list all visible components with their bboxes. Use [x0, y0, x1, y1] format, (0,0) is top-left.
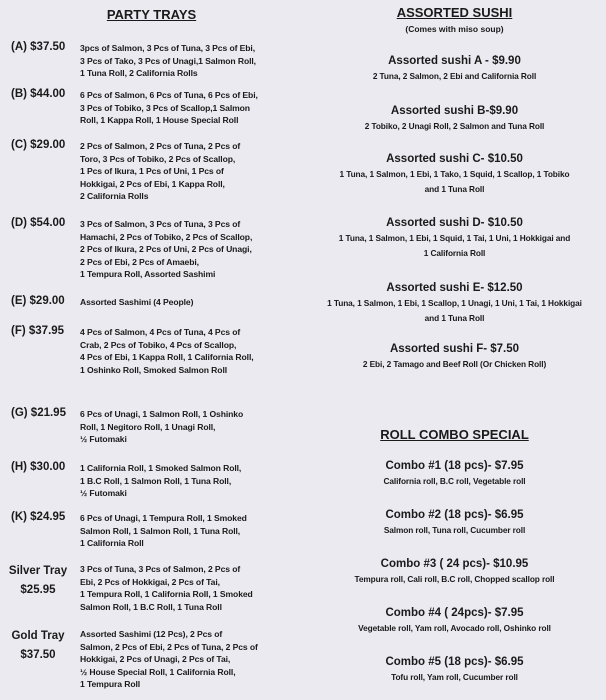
assorted-sushi-item-name: Assorted sushi A - $9.90: [388, 55, 521, 67]
tray-description: [80, 89, 295, 127]
assorted-sushi-title: ASSORTED SUSHI: [396, 5, 513, 20]
description-line: 6 Pcs of Unagi, 1 Salmon Roll, 1 Oshinko: [80, 409, 244, 419]
combo-item-description: Tofu roll, Yam roll, Cucumber roll: [391, 672, 518, 682]
tray-description: [80, 296, 295, 309]
combo-item-name: Combo #4 ( 24pcs)- $7.95: [385, 607, 524, 619]
tray-price: (K) $24.95: [11, 511, 66, 523]
tray-price: (D) $54.00: [11, 217, 66, 229]
description-line: 1 Tempura Roll, Assorted Sashimi: [80, 269, 216, 280]
tray-price: (A) $37.50: [11, 41, 66, 53]
combo-item-name: Combo #3 ( 24 pcs)- $10.95: [380, 558, 529, 570]
tray-description: [80, 326, 295, 376]
assorted-sushi-item-description: 1 California Roll: [423, 248, 486, 258]
combo-item: [303, 459, 606, 489]
tray-price: (H) $30.00: [11, 461, 66, 473]
combo-item: [303, 508, 606, 538]
assorted-sushi-item: [303, 342, 606, 372]
description-line: 2 Pcs of Ikura, 2 Pcs of Uni, 2 Pcs of Unagi,: [80, 244, 252, 255]
assorted-sushi-item: [303, 152, 606, 197]
description-line: Roll, 1 Negitoro Roll, 1 Unagi Roll,: [80, 421, 216, 432]
description-line: 1 Tempura Roll, 1 California Roll, 1 Smoked: [80, 589, 253, 600]
assorted-sushi-item-name: Assorted sushi C- $10.50: [386, 153, 523, 165]
description-line: Hokkigai, 2 Pcs of Ebi, 1 Kappa Roll,: [80, 178, 225, 189]
description-line: ½ Futomaki: [80, 434, 127, 445]
assorted-sushi-item-description: 2 Tobiko, 2 Unagi Roll, 2 Salmon and Tuna Roll: [364, 121, 545, 131]
tray-name: Gold Tray: [11, 630, 65, 642]
assorted-sushi-item-description: 1 Tuna, 1 Salmon, 1 Ebi, 1 Squid, 1 Tai, 1 Uni, 1 Hokkigai and: [338, 233, 571, 243]
combo-item-name: Combo #5 (18 pcs)- $6.95: [385, 656, 524, 668]
description-line: 3 Pcs of Salmon, 3 Pcs of Tuna, 3 Pcs of: [80, 219, 241, 229]
combo-item-name: Combo #2 (18 pcs)- $6.95: [385, 509, 524, 521]
tray-description: [80, 512, 295, 550]
assorted-sushi-item: [303, 54, 606, 84]
combo-item: [303, 655, 606, 685]
combo-item-name: Combo #1 (18 pcs)- $7.95: [385, 460, 524, 472]
assorted-sushi-item-description: 2 Tuna, 2 Salmon, 2 Ebi and California Roll: [372, 71, 537, 81]
description-line: ½ Futomaki: [80, 488, 127, 499]
tray-price: (C) $29.00: [11, 139, 66, 151]
description-line: 1 Tempura Roll: [80, 679, 141, 690]
description-line: Roll, 1 Kappa Roll, 1 House Special Roll: [80, 115, 239, 126]
description-line: Assorted Sashimi (4 People): [80, 297, 194, 307]
description-line: Assorted Sashimi (12 Pcs), 2 Pcs of: [80, 629, 223, 639]
tray-price: (E) $29.00: [11, 295, 65, 307]
description-line: ½ House Special Roll, 1 California Roll,: [80, 666, 236, 677]
tray-price: [4, 627, 72, 665]
assorted-sushi-item-description: 1 Tuna, 1 Salmon, 1 Ebi, 1 Scallop, 1 Unagi, 1 Uni, 1 Tai, 1 Hokkigai: [327, 298, 582, 308]
description-line: 2 Pcs of Salmon, 2 Pcs of Tuna, 2 Pcs of: [80, 141, 241, 151]
description-line: 1 Pcs of Ikura, 1 Pcs of Uni, 1 Pcs of: [80, 166, 224, 177]
description-line: 1 California Roll: [80, 538, 144, 549]
assorted-sushi-item-description: 2 Ebi, 2 Tamago and Beef Roll (Or Chicken Roll): [362, 359, 547, 369]
tray-price: (G) $21.95: [11, 407, 66, 419]
assorted-sushi-item-description: 1 Tuna, 1 Salmon, 1 Ebi, 1 Tako, 1 Squid, 1 Scallop, 1 Tobiko: [339, 169, 570, 179]
tray-description: [80, 408, 295, 446]
combo-item-description: Vegetable roll, Yam roll, Avocado roll, Oshinko roll: [358, 623, 551, 633]
description-line: Salmon, 2 Pcs of Ebi, 2 Pcs of Tuna, 2 Pcs of: [80, 641, 258, 652]
description-line: 3 Pcs of Tako, 3 Pcs of Unagi,1 Salmon Roll,: [80, 55, 256, 66]
assorted-sushi-item-name: Assorted sushi E- $12.50: [386, 282, 523, 294]
description-line: Hokkigai, 2 Pcs of Unagi, 2 Pcs of Tai,: [80, 654, 231, 665]
description-line: 3 Pcs of Tobiko, 3 Pcs of Scallop,1 Salmon: [80, 102, 250, 113]
description-line: Salmon Roll, 1 B.C Roll, 1 Tuna Roll: [80, 601, 222, 612]
tray-name: Silver Tray: [8, 565, 68, 577]
description-line: 1 B.C Roll, 1 Salmon Roll, 1 Tuna Roll,: [80, 475, 232, 486]
description-line: Ebi, 2 Pcs of Hokkigai, 2 Pcs of Tai,: [80, 576, 220, 587]
assorted-sushi-item: [303, 216, 606, 261]
tray-description: [80, 218, 295, 281]
roll-combo-title: ROLL COMBO SPECIAL: [380, 427, 529, 442]
tray-price-value: $37.50: [20, 649, 56, 661]
tray-price: (B) $44.00: [11, 88, 66, 100]
combo-item: [303, 557, 606, 587]
assorted-sushi-item-name: Assorted sushi D- $10.50: [386, 217, 523, 229]
assorted-sushi-item: [303, 281, 606, 326]
tray-description: [80, 628, 295, 691]
assorted-sushi-item-name: Assorted sushi B-$9.90: [390, 105, 519, 117]
tray-description: [80, 140, 295, 203]
tray-price: [4, 562, 72, 600]
combo-item-description: California roll, B.C roll, Vegetable roll: [383, 476, 526, 486]
assorted-sushi-item-description: and 1 Tuna Roll: [424, 313, 485, 323]
assorted-sushi-item: [303, 104, 606, 134]
description-line: Salmon Roll, 1 Salmon Roll, 1 Tuna Roll,: [80, 525, 241, 536]
description-line: 4 Pcs of Ebi, 1 Kappa Roll, 1 California Roll,: [80, 352, 254, 363]
combo-item-description: Tempura roll, Cali roll, B.C roll, Chopped scallop roll: [354, 574, 555, 584]
tray-description: [80, 462, 295, 500]
assorted-sushi-item-description: and 1 Tuna Roll: [424, 184, 485, 194]
description-line: 2 California Rolls: [80, 191, 149, 202]
combo-item-description: Salmon roll, Tuna roll, Cucumber roll: [383, 525, 526, 535]
description-line: 2 Pcs of Ebi, 2 Pcs of Amaebi,: [80, 256, 199, 267]
description-line: 3pcs of Salmon, 3 Pcs of Tuna, 3 Pcs of Ebi,: [80, 43, 255, 53]
description-line: 1 Oshinko Roll, Smoked Salmon Roll: [80, 364, 228, 375]
description-line: Hamachi, 2 Pcs of Tobiko, 2 Pcs of Scallop,: [80, 231, 253, 242]
tray-description: [80, 563, 295, 613]
description-line: 1 Tuna Roll, 2 California Rolls: [80, 68, 198, 79]
description-line: 6 Pcs of Salmon, 6 Pcs of Tuna, 6 Pcs of Ebi,: [80, 90, 258, 100]
description-line: Toro, 3 Pcs of Tobiko, 2 Pcs of Scallop,: [80, 153, 236, 164]
assorted-sushi-subtitle: (Comes with miso soup): [405, 24, 504, 34]
combo-item: [303, 606, 606, 636]
assorted-sushi-item-name: Assorted sushi F- $7.50: [389, 343, 520, 355]
party-trays-title: PARTY TRAYS: [106, 7, 197, 22]
description-line: Crab, 2 Pcs of Tobiko, 4 Pcs of Scallop,: [80, 339, 237, 350]
description-line: 6 Pcs of Unagi, 1 Tempura Roll, 1 Smoked: [80, 513, 247, 523]
description-line: 1 California Roll, 1 Smoked Salmon Roll,: [80, 463, 242, 473]
tray-price-value: $25.95: [20, 584, 56, 596]
tray-price: (F) $37.95: [11, 325, 65, 337]
description-line: 3 Pcs of Tuna, 3 Pcs of Salmon, 2 Pcs of: [80, 564, 241, 574]
tray-description: [80, 42, 295, 80]
description-line: 4 Pcs of Salmon, 4 Pcs of Tuna, 4 Pcs of: [80, 327, 241, 337]
